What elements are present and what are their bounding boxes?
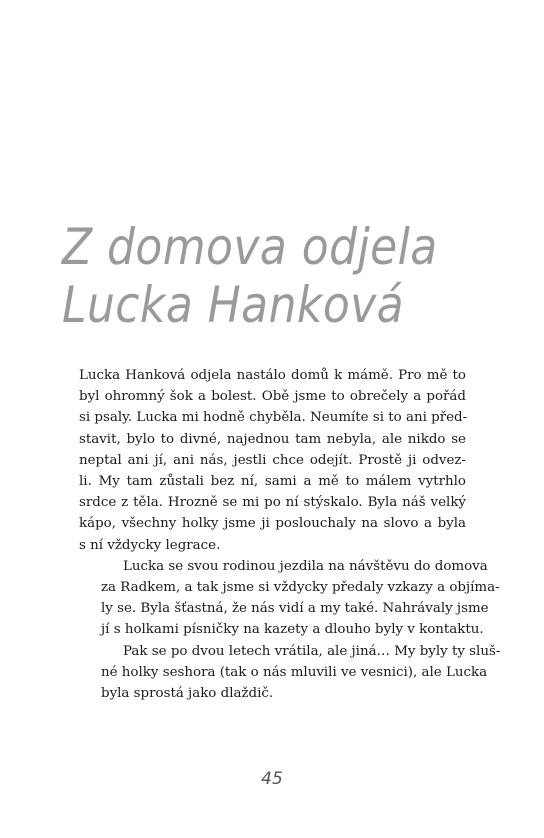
- text-line: si psaly. Lucka mi hodně chyběla. Neumíte si to ani před-: [79, 410, 468, 426]
- text-line: stavit, bylo to divné, najednou tam nebyla, ale nikdo se: [79, 431, 466, 447]
- chapter-title-line-1: Z domova odjela: [62, 218, 438, 276]
- text-line: byla sprostá jako dlaždič.: [101, 686, 274, 702]
- paragraph-3: [79, 641, 501, 705]
- text-line: né holky seshora (tak o nás mluvili ve vesnici), ale Lucka: [101, 664, 488, 680]
- chapter-title-line-2: Lucka Hanková: [62, 276, 405, 334]
- text-line: neptal ani jí, ani nás, jestli chce odejít. Prostě ji odvez-: [79, 452, 466, 468]
- text-line: kápo, všechny holky jsme ji poslouchaly na slovo a byla: [79, 516, 466, 532]
- text-line: ly se. Byla šťastná, že nás vidí a my také. Nahrávaly jsme: [101, 601, 489, 617]
- page-number: 45: [261, 769, 283, 789]
- text-line: za Radkem, a tak jsme si vždycky předaly vzkazy a objíma-: [101, 580, 500, 596]
- chapter-title: [62, 218, 449, 334]
- text-line: s ní vždycky legrace.: [79, 537, 221, 553]
- text-line: jí s holkami písničky na kazety a dlouho byly v kontaktu.: [101, 622, 484, 638]
- chapter-body: [79, 365, 501, 704]
- paragraph-2: [79, 556, 500, 641]
- text-line: srdce z těla. Hrozně se mi po ní stýskalo. Byla náš velký: [79, 495, 466, 511]
- paragraph-1: [79, 365, 466, 556]
- text-line: Lucka Hanková odjela nastálo domů k mámě. Pro mě to: [79, 368, 466, 383]
- text-line: byl ohromný šok a bolest. Obě jsme to obrečely a pořád: [79, 389, 466, 405]
- text-line: Pak se po dvou letech vrátila, ale jiná… My byly ty sluš-: [123, 643, 501, 659]
- text-line: li. My tam zůstali bez ní, sami a mě to málem vytrhlo: [79, 474, 466, 490]
- text-line: Lucka se svou rodinou jezdila na návštěvu do domova: [123, 558, 488, 574]
